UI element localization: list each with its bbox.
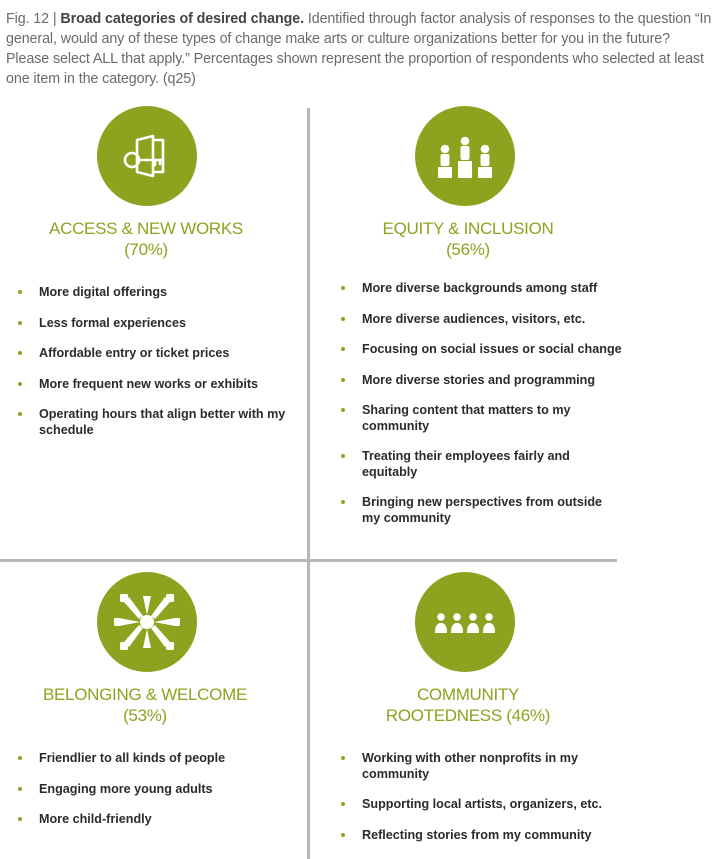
equity-title-line2: (56%) bbox=[446, 240, 490, 259]
list-item: More diverse stories and programming bbox=[337, 373, 622, 389]
community-title bbox=[318, 684, 618, 726]
community-title-line1: COMMUNITY bbox=[416, 685, 520, 704]
community-title-line2: ROOTEDNESS (46%) bbox=[385, 706, 551, 725]
list-item: More child-friendly bbox=[14, 812, 299, 828]
list-item: Affordable entry or ticket prices bbox=[14, 346, 299, 362]
list-item: Supporting local artists, organizers, etc. bbox=[337, 797, 622, 813]
equity-title-line1: EQUITY & INCLUSION bbox=[382, 219, 554, 238]
access-title bbox=[6, 218, 286, 260]
figure-description: Identified through factor analysis of responses to the question “In general, would any of these types of change make arts or culture organizations better for you in the future? Please select ALL that apply.” Percentages shown represent the proportion of respondents who selected at least one item in the category. (q25) bbox=[6, 11, 712, 87]
horizontal-divider bbox=[0, 559, 617, 562]
list-item: Sharing content that matters to my community bbox=[337, 403, 622, 434]
list-item: Friendlier to all kinds of people bbox=[14, 751, 299, 767]
list-item: Working with other nonprofits in my community bbox=[337, 751, 622, 782]
list-item: Focusing on social issues or social change bbox=[337, 342, 622, 358]
equity-title bbox=[318, 218, 618, 260]
list-item: Reflecting stories from my community bbox=[337, 828, 622, 844]
list-item: More diverse audiences, visitors, etc. bbox=[337, 312, 622, 328]
list-item: Less formal experiences bbox=[14, 316, 299, 332]
figure-label: Fig. 12 | bbox=[6, 11, 61, 27]
equity-list bbox=[337, 281, 622, 541]
door-key-icon bbox=[97, 106, 197, 206]
podium-people-icon bbox=[415, 106, 515, 206]
figure-caption bbox=[6, 9, 712, 89]
list-item: Operating hours that align better with my schedule bbox=[14, 407, 299, 438]
belonging-list bbox=[14, 751, 299, 843]
access-title-line2: (70%) bbox=[124, 240, 168, 259]
access-title-line1: ACCESS & NEW WORKS bbox=[49, 219, 243, 238]
list-item: Treating their employees fairly and equitably bbox=[337, 449, 622, 480]
figure-title: Broad categories of desired change. bbox=[60, 11, 304, 27]
list-item: More frequent new works or exhibits bbox=[14, 377, 299, 393]
belonging-title-line1: BELONGING & WELCOME bbox=[42, 685, 247, 704]
list-item: More digital offerings bbox=[14, 285, 299, 301]
joined-hands-icon bbox=[97, 572, 197, 672]
group-people-icon bbox=[415, 572, 515, 672]
list-item: Bringing new perspectives from outside my community bbox=[337, 495, 622, 526]
list-item: Engaging more young adults bbox=[14, 782, 299, 798]
belonging-title-line2: (53%) bbox=[123, 706, 167, 725]
vertical-divider bbox=[307, 108, 310, 859]
list-item: More diverse backgrounds among staff bbox=[337, 281, 622, 297]
community-list bbox=[337, 751, 622, 858]
access-list bbox=[14, 285, 299, 453]
belonging-title bbox=[0, 684, 290, 726]
